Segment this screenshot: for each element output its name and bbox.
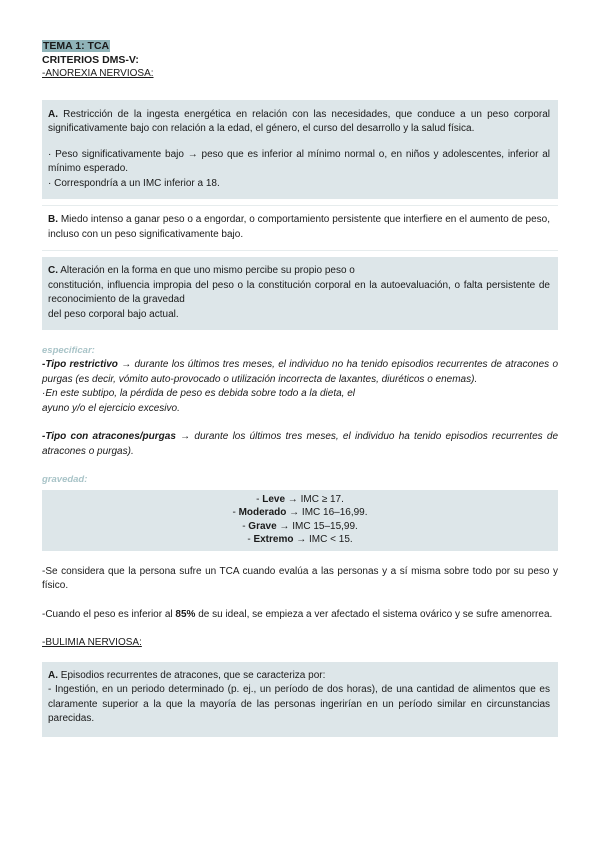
doc-title bbox=[42, 40, 558, 54]
section-bulimia-heading: -BULIMIA NERVIOSA: bbox=[42, 637, 142, 649]
bulimia-a-item: - Ingestión, en un periodo determinado (p. ej., un período de dos horas), de una cantidad de alimentos que es claramente superior a la que la mayoría de las personas ingerirían en un período similar en circunstancias parecidas. bbox=[48, 684, 550, 725]
type-purging bbox=[42, 430, 558, 459]
severity-prefix: - bbox=[242, 520, 249, 532]
severity-prefix: - bbox=[256, 493, 263, 505]
criterion-c-letter: C. bbox=[48, 265, 58, 277]
severity-value: → IMC 15–15,99. bbox=[276, 520, 358, 532]
severity-name: Grave bbox=[248, 520, 277, 532]
paragraph-amenorrea bbox=[42, 608, 558, 623]
paragraph-amenorrea-b: de su ideal, se empieza a ver afectado el sistema ovárico y se sufre amenorrea. bbox=[195, 608, 553, 620]
bulimia-a-letter: A. bbox=[48, 669, 58, 681]
criterion-b-box bbox=[42, 205, 558, 251]
bulimia-criterion-a-box bbox=[42, 662, 558, 737]
criterion-a-text bbox=[48, 108, 550, 137]
doc-subtitle: CRITERIOS DMS-V: bbox=[42, 53, 139, 66]
type-purging-text bbox=[42, 430, 558, 459]
criterion-a-note-2: · Correspondría a un IMC inferior a 18. bbox=[48, 177, 220, 189]
severity-item bbox=[42, 520, 558, 534]
severity-name: Extremo bbox=[253, 534, 294, 546]
severity-name: Leve bbox=[262, 493, 286, 505]
type-purging-name: -Tipo con atracones/purgas bbox=[42, 431, 176, 443]
title-highlight: TEMA 1: TCA bbox=[43, 40, 110, 52]
criterion-b-text bbox=[48, 213, 550, 242]
criterion-a-box bbox=[42, 100, 558, 200]
bulimia-a-text bbox=[48, 669, 550, 684]
criterion-a-note-1: · Peso significativamente bajo → peso que es inferior al mínimo normal o, en niños y adolescentes, inferior al mínimo esperado. bbox=[48, 148, 550, 175]
paragraph-amenorrea-a: -Cuando el peso es inferior al bbox=[42, 608, 176, 620]
criterion-a-letter: A. bbox=[48, 108, 58, 120]
severity-name: Moderado bbox=[238, 507, 287, 519]
severity-value: → IMC < 15. bbox=[293, 534, 353, 546]
severity-item bbox=[42, 493, 558, 507]
severity-value: → IMC 16–16,99. bbox=[286, 507, 368, 519]
severity-box bbox=[42, 490, 558, 551]
criterion-a-body: Restricción de la ingesta energética en relación con las necesidades, que conduce a un peso corporal significativamente bajo con relación a la edad, el género, el curso del desarrollo y la salud física. bbox=[48, 108, 550, 135]
type-restrictive-note-2: ayuno y/o el ejercicio excesivo. bbox=[42, 402, 180, 414]
severity-label: gravedad: bbox=[42, 474, 88, 486]
type-restrictive-note-1: ·En este subtipo, la pérdida de peso es debida sobre todo a la dieta, el bbox=[42, 388, 355, 400]
type-purging-body: → durante los últimos tres meses, el individuo ha tenido episodios recurrentes de atracones o purgas). bbox=[42, 431, 559, 457]
criterion-c-line-3: del peso corporal bajo actual. bbox=[48, 308, 179, 320]
severity-item bbox=[42, 533, 558, 547]
severity-prefix: - bbox=[247, 534, 254, 546]
criterion-b-body: Miedo intenso a ganar peso o a engordar, o comportamiento persistente que interfiere en el aumento de peso, incluso con un peso significativamente bajo. bbox=[48, 214, 550, 240]
paragraph-amenorrea-percent: 85% bbox=[175, 608, 196, 620]
severity-value: → IMC ≥ 17. bbox=[285, 493, 344, 505]
criterion-c-line-2: constitución, influencia impropia del peso o la constitución corporal en la autoevaluación, o falta persistente de reconocimiento de la gravedad bbox=[48, 279, 550, 306]
bulimia-a-body: Episodios recurrentes de atracones, que se caracteriza por: bbox=[58, 669, 326, 681]
type-restrictive-name: -Tipo restrictivo bbox=[42, 359, 118, 371]
criterion-b-letter: B. bbox=[48, 214, 58, 226]
specify-label: especificar: bbox=[42, 345, 95, 357]
section-anorexia-heading: -ANOREXIA NERVIOSA: bbox=[42, 68, 154, 80]
severity-item bbox=[42, 506, 558, 520]
type-restrictive-text bbox=[42, 358, 558, 387]
type-restrictive bbox=[42, 358, 558, 416]
paragraph-tca: -Se considera que la persona sufre un TCA cuando evalúa a las personas y a sí misma sobre todo por su peso y físico. bbox=[42, 565, 558, 592]
severity-prefix: - bbox=[232, 507, 239, 519]
criterion-c-line-1 bbox=[48, 264, 550, 279]
type-restrictive-body: → durante los últimos tres meses, el individuo no ha tenido episodios recurrentes de atracones o purgas (es decir, vómito auto-provocado o utilización incorrecta de laxantes, diuréticos o enemas). bbox=[42, 359, 559, 385]
criterion-c-box bbox=[42, 257, 558, 330]
criterion-c-body: Alteración en la forma en que uno mismo percibe su propio peso o bbox=[58, 265, 355, 277]
